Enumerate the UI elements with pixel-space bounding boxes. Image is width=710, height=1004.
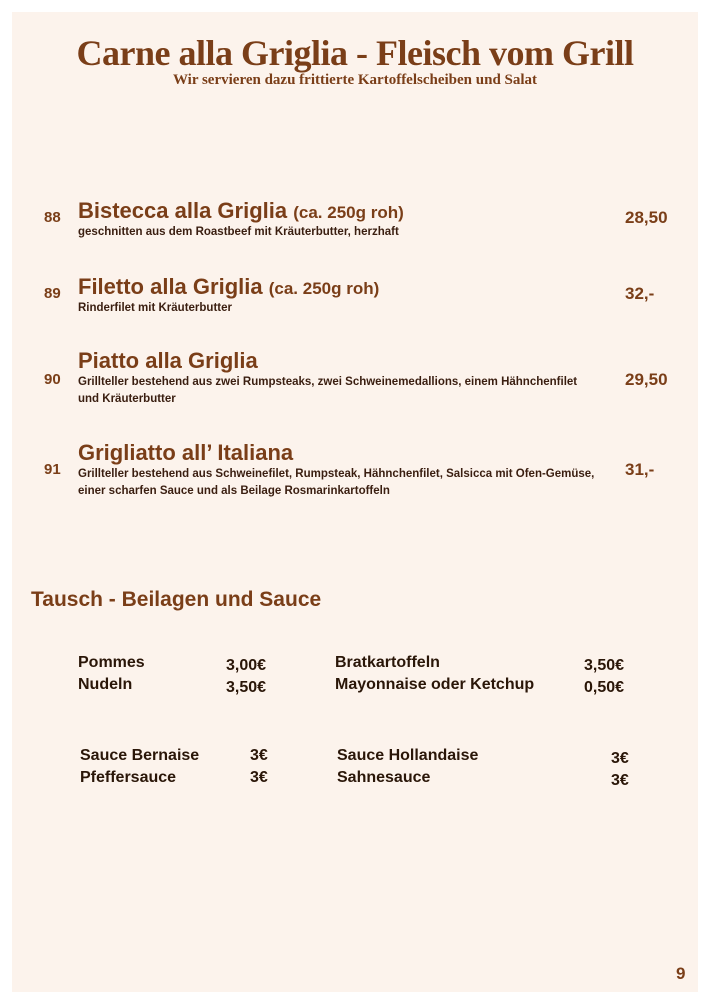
- dish-price: 31,-: [625, 460, 655, 479]
- dish-name-text: Bistecca alla Griglia: [78, 198, 288, 223]
- side-item-name: Sauce Bernaise: [80, 747, 200, 764]
- dish-name: [78, 274, 379, 300]
- section-title-sides: Tausch - Beilagen und Sauce: [31, 588, 322, 611]
- page-title: Carne alla Griglia - Fleisch vom Grill: [76, 33, 634, 73]
- side-item-name: Mayonnaise oder Ketchup: [335, 676, 535, 693]
- dish-name-text: Piatto alla Griglia: [78, 348, 258, 373]
- dish-name: [78, 440, 293, 466]
- page-subtitle: Wir servieren dazu frittierte Kartoffelscheiben und Salat: [172, 72, 538, 88]
- dish-number: 89: [44, 285, 61, 302]
- dish-price: 29,50: [625, 370, 668, 389]
- dish-price: 32,-: [625, 284, 655, 303]
- side-item-name: Sauce Hollandaise: [337, 747, 479, 764]
- side-item-price: 3,00€: [226, 657, 267, 674]
- dish-portion: (ca. 250g roh): [268, 279, 380, 298]
- dish-price: 28,50: [625, 208, 668, 227]
- side-item-price: 3€: [250, 769, 268, 786]
- side-item-price: 3€: [611, 750, 629, 767]
- side-item-price: 0,50€: [584, 679, 625, 696]
- side-item-name: Nudeln: [78, 676, 133, 693]
- dish-description: Rinderfilet mit Kräuterbutter: [78, 302, 232, 314]
- dish-number: 90: [44, 371, 61, 388]
- side-item-name: Bratkartoffeln: [335, 654, 440, 671]
- side-item-price: 3,50€: [226, 679, 267, 696]
- dish-description: Grillteller bestehend aus zwei Rumpsteaks, zwei Schweinemedallions, einem Hähnchenfilet und Kräuterbutter: [78, 376, 578, 405]
- dish-description: geschnitten aus dem Roastbeef mit Kräuterbutter, herzhaft: [78, 226, 399, 238]
- side-item-price: 3€: [611, 772, 629, 789]
- side-item-price: 3,50€: [584, 657, 625, 674]
- dish-name-text: Grigliatto all’ Italiana: [78, 440, 294, 465]
- side-item-name: Pfeffersauce: [80, 769, 177, 786]
- dish-description: Grillteller bestehend aus Schweinefilet, Rumpsteak, Hähnchenfilet, Salsicca mit Ofen-Gemüse, einer scharfen Sauce und als Beilage Rosmarinkartoffeln: [78, 468, 595, 497]
- dish-name: [78, 348, 258, 374]
- menu-page: [12, 12, 698, 992]
- dish-number: 91: [44, 461, 61, 478]
- dish-name-text: Filetto alla Griglia: [78, 274, 263, 299]
- dish-name: [78, 198, 404, 224]
- dish-number: 88: [44, 209, 61, 226]
- side-item-name: Sahnesauce: [337, 769, 431, 786]
- side-item-price: 3€: [250, 747, 268, 764]
- dish-portion: (ca. 250g roh): [293, 203, 404, 222]
- side-item-name: Pommes: [78, 654, 145, 671]
- page-number: 9: [676, 964, 686, 983]
